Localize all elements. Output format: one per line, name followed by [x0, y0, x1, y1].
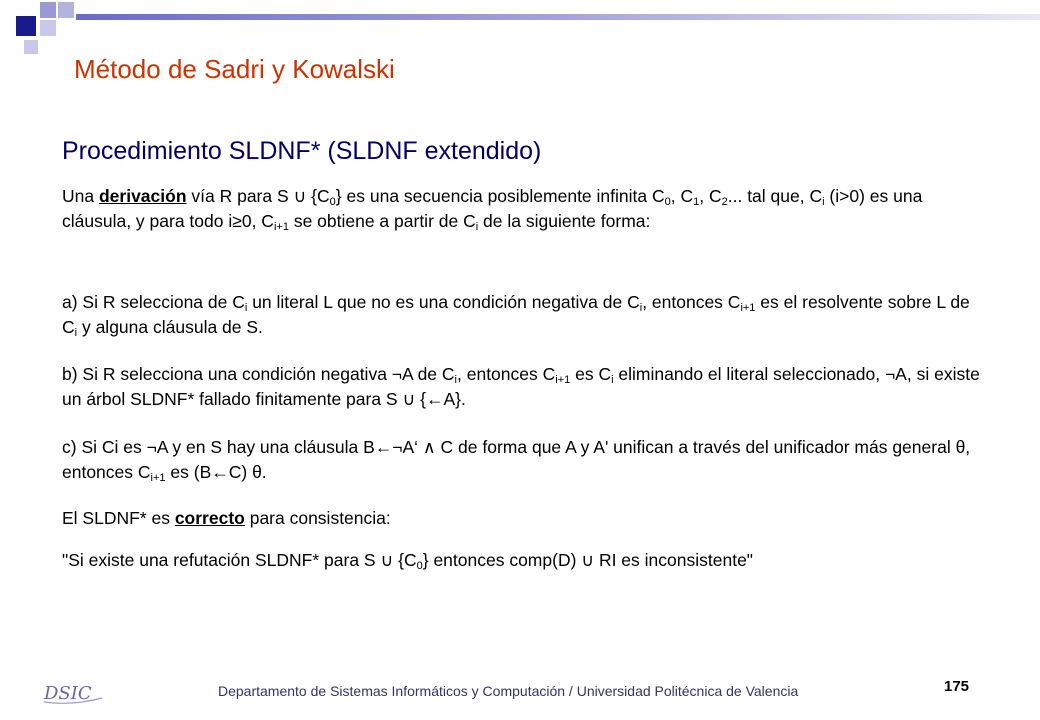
slide-title: Método de Sadri y Kowalski	[74, 54, 395, 84]
decor-square-light	[58, 2, 74, 18]
term-derivacion: derivación	[98, 186, 187, 206]
dsic-logo	[42, 680, 106, 706]
decor-square-pale	[40, 20, 56, 36]
paragraph-theorem: "Si existe una refutación SLDNF* para S ∪ $\{C_0\}$ entonces comp(D) ∪ RI es inconsistente"	[62, 550, 754, 572]
paragraph-correctness: El SLDNF* es correcto para consistencia:	[62, 508, 391, 528]
paragraph-case-c: c) Si Ci es ¬A y en S hay una cláusula B←¬A‘ ∧ C de forma que A y A' unifican a través del unificador más general θ, entonces $C_{i+1}$ es (B←C) θ.	[62, 437, 971, 484]
decor-square-mid	[40, 2, 56, 18]
term-correcto: correcto	[174, 508, 245, 528]
footer-institution: Departamento de Sistemas Informáticos y Computación / Universidad Politécnica de Valencia	[218, 683, 799, 699]
header-gradient-bar	[76, 14, 1040, 20]
svg-text:DSIC: DSIC	[44, 683, 92, 704]
paragraph-case-b: b) Si R selecciona una condición negativa ¬A de $C_i$, entonces $C_{i+1}$ es $C_i$ eliminando el literal seleccionado, ¬A, si existe un árbol SLDNF* fallado finitamente para S ∪ {←A}.	[62, 364, 980, 409]
slide-subtitle: Procedimiento SLDNF* (SLDNF extendido)	[62, 137, 542, 165]
page-number: 175	[944, 678, 970, 695]
decor-square-dark	[16, 16, 36, 36]
decor-square-small	[24, 40, 38, 54]
paragraph-case-a: a) Si R selecciona de $C_i$ un literal L que no es una condición negativa de $C_i$, entonces $C_{i+1}$ es el resolvente sobre L de $C_i$ y alguna cláusula de S.	[62, 292, 970, 339]
paragraph-derivation: Una derivación vía R para S ∪ $\{C_0\}$ es una secuencia posiblemente infinita $C_0$, $C_1$, $C_2$... tal que, $C_i$ (i>0) es una cláusula, y para todo i≥0, $C_{i+1}$ se obtiene a partir de $C_i$ de la siguiente forma:	[62, 186, 923, 233]
